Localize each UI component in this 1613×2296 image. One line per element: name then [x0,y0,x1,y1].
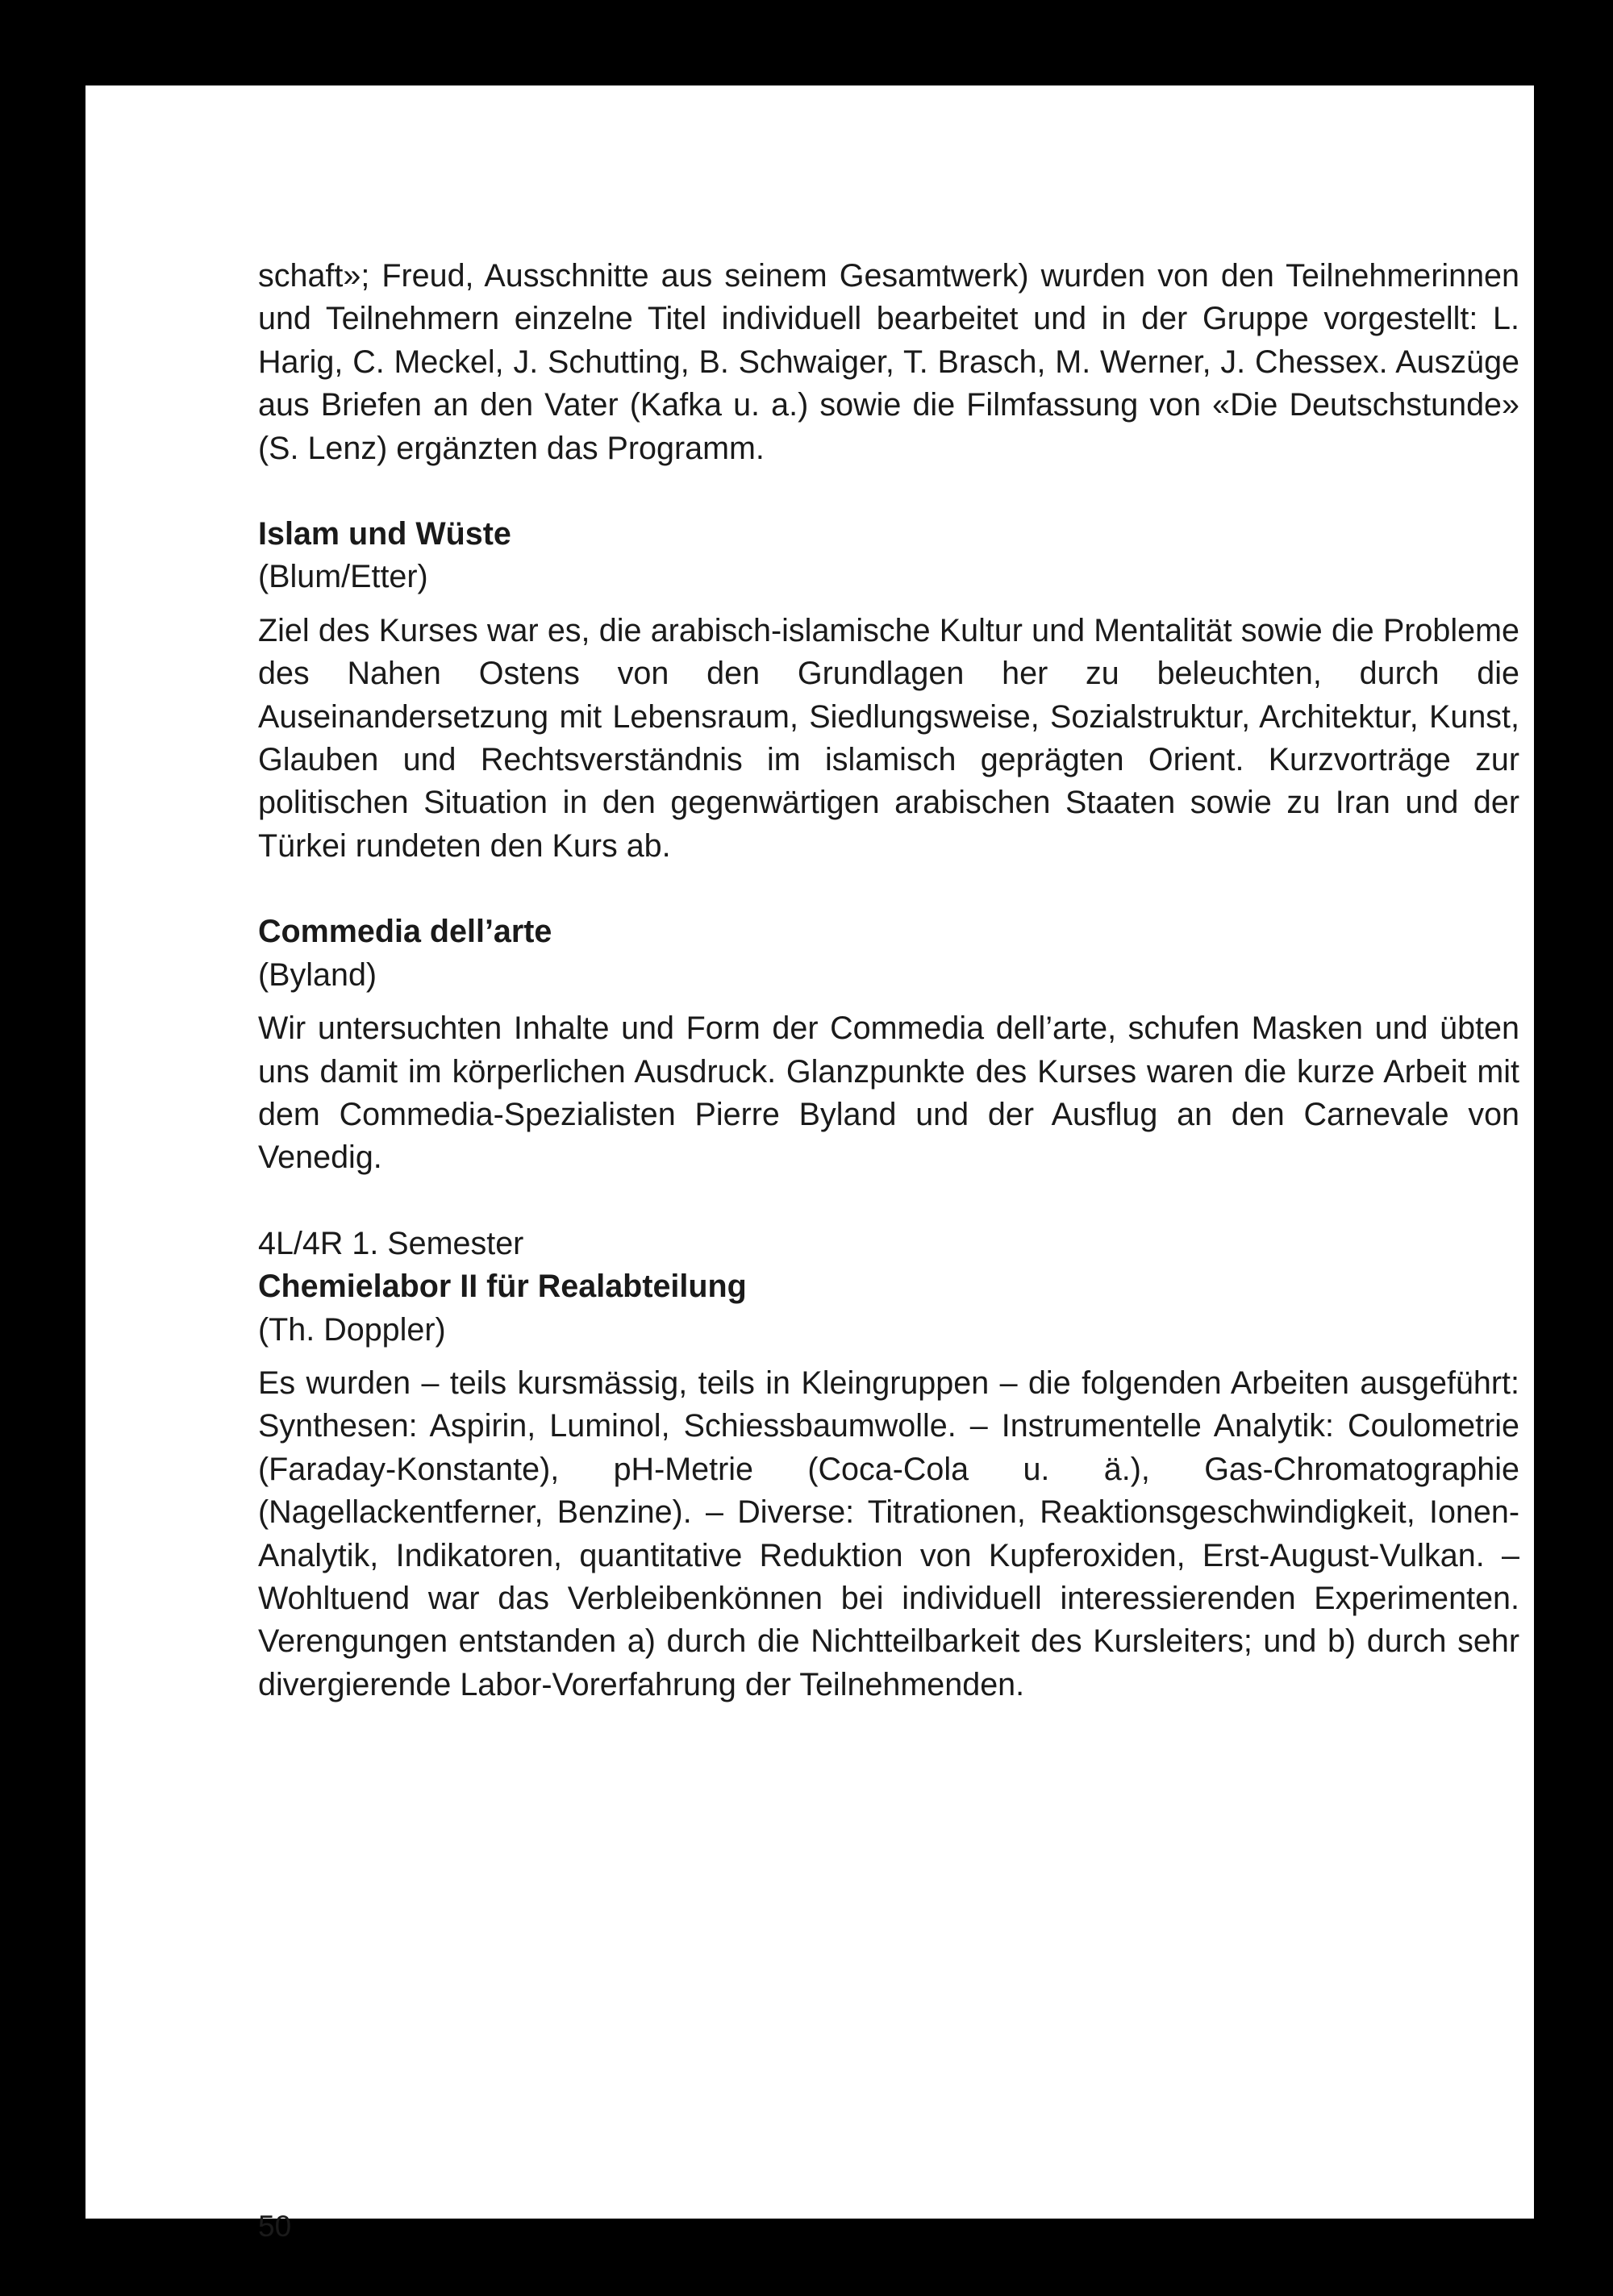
section-chemielabor [258,1223,1519,1706]
section-commedia-dell-arte [258,910,1519,1179]
intro-paragraph: schaft»; Freud, Ausschnitte aus seinem Gesamtwerk) wurden von den Teilnehmerinnen und Teilnehmern einzelne Titel individuell bearbeitet und in der Gruppe vorgestellt: L. Harig, C. Meckel, J. Schutting, B. Schwaiger, T. Brasch, M. Werner, J. Chessex. Auszüge aus Briefen an den Vater (Kafka u. a.) sowie die Filmfassung von «Die Deutschstunde» (S. Lenz) ergänzten das Programm. [258,258,1519,466]
section-islam-und-wueste [258,513,1519,868]
section-heading: Islam und Wüste [258,516,511,552]
section-heading: Commedia dell’arte [258,914,552,950]
page-content [258,255,1519,1706]
section-lead: (Th. Doppler) [258,1311,446,1348]
document-page [85,85,1534,2243]
section-heading: Chemielabor II für Realabteilung [258,1269,747,1305]
section-lead: (Byland) [258,956,377,993]
section-body: Ziel des Kurses war es, die arabisch-islamische Kultur und Mentalität sowie die Probleme des Nahen Ostens von den Grundlagen her zu beleuchten, durch die Auseinandersetzung mit Lebensraum, Siedlungsweise, Sozialstruktur, Architektur, Kunst, Glauben und Rechtsverständnis im islamisch geprägten Orient. Kurzvorträge zur politischen Situation in den gegenwärtigen arabischen Staaten sowie zu Iran und der Türkei rundeten den Kurs ab. [258,612,1519,864]
section-body: Wir untersuchten Inhalte und Form der Commedia dell’arte, schufen Masken und übten uns damit im körperlichen Ausdruck. Glanzpunkte des Kurses waren die kurze Arbeit mit dem Commedia-Spezialisten Pierre Byland und der Ausflug an den Carnevale von Venedig. [258,1010,1519,1176]
page-number: 50 [258,2210,292,2243]
section-lead: (Blum/Etter) [258,559,428,595]
section-class-label: 4L/4R 1. Semester [258,1225,524,1261]
section-body: Es wurden – teils kursmässig, teils in Kleingruppen – die folgenden Arbeiten ausgeführt: Synthesen: Aspirin, Luminol, Schiessbaumwolle. – Instrumentelle Analytik: Coulometrie (Faraday-Konstante), pH-Metrie (Coca-Cola u. ä.), Gas-Chromatographie (Nagellackentferner, Benzine). – Diverse: Titrationen, Reaktionsgeschwindigkeit, Ionen-Analytik, Indikatoren, quantitative Reduktion von Kupferoxiden, Erst-August-Vulkan. – Wohltuend war das Verbleibenkönnen bei individuell interessierenden Experimenten. Verengungen entstanden a) durch die Nichtteilbarkeit des Kursleiters; und b) durch sehr divergierende Labor-Vorerfahrung der Teilnehmenden. [258,1365,1519,1702]
